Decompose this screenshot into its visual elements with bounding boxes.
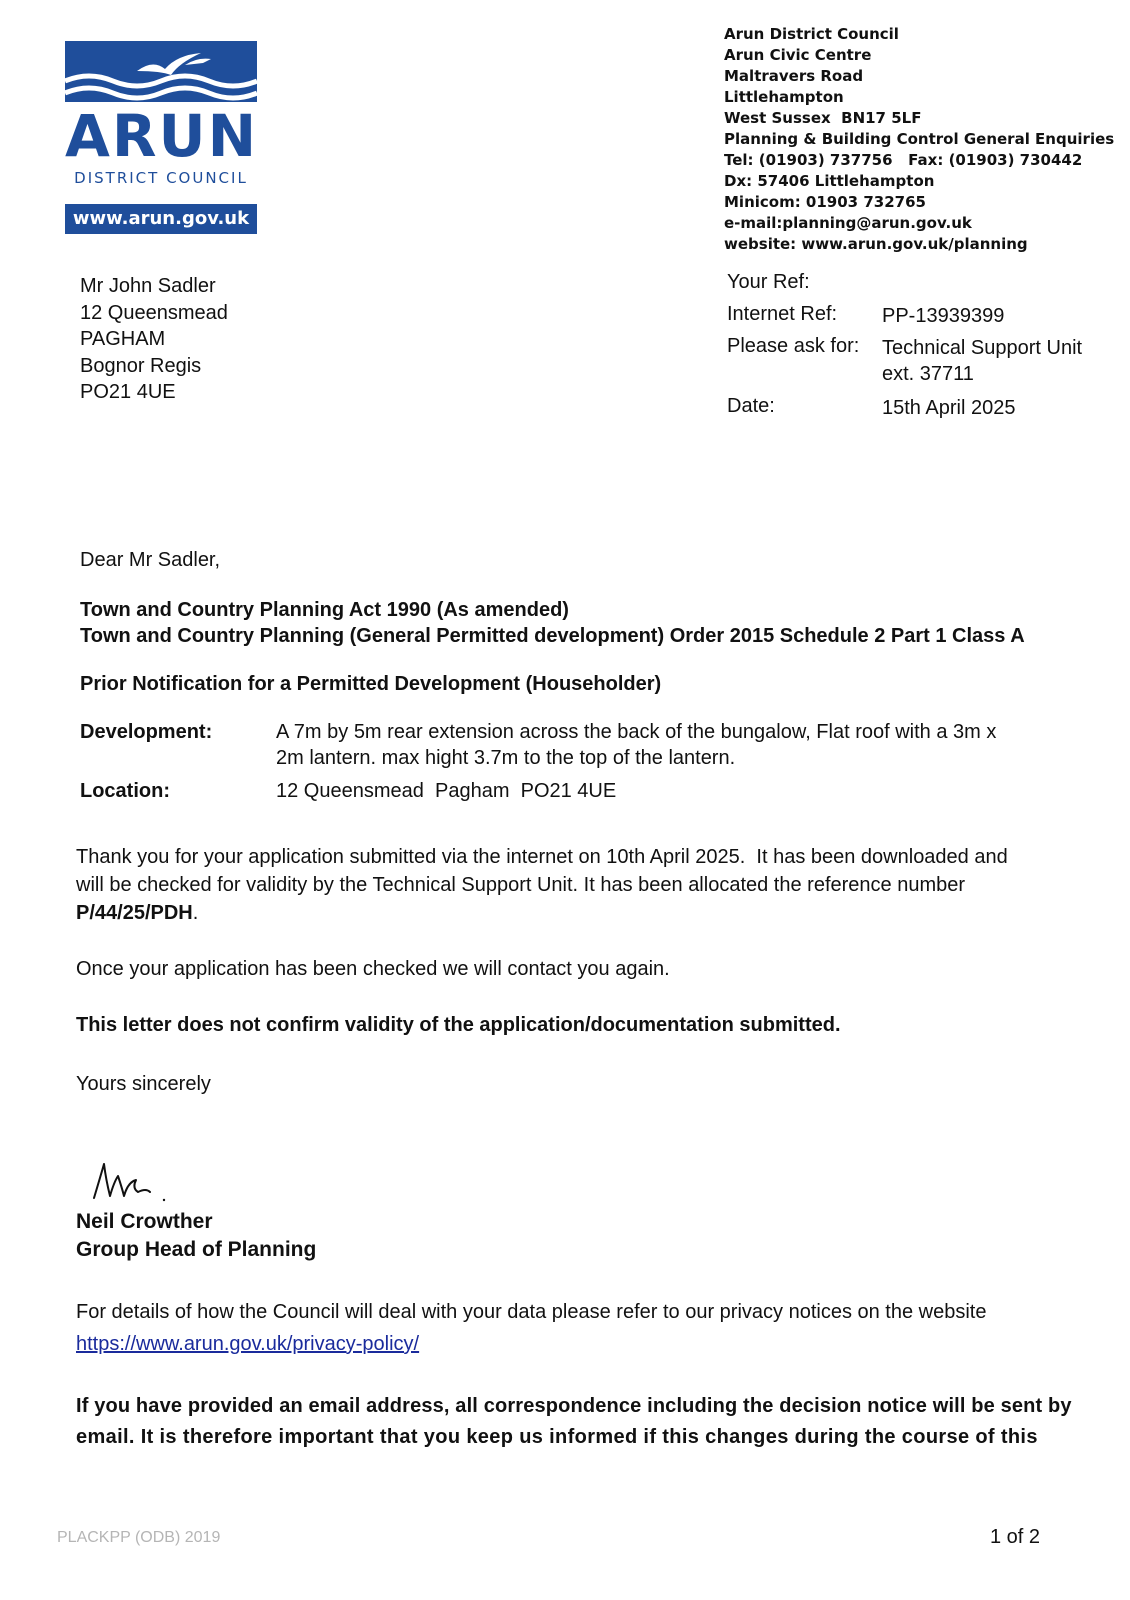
development-label: Development: [80, 721, 213, 743]
act-line-2: Town and Country Planning (General Permitted development) Order 2015 Schedule 2 Part 1 Class A [80, 625, 1025, 647]
location-value: 12 Queensmead Pagham PO21 4UE [276, 780, 617, 802]
your-ref-label: Your Ref: [727, 271, 810, 293]
signatory-name: Neil Crowther [76, 1210, 213, 1233]
footer-code: PLACKPP (ODB) 2019 [57, 1529, 221, 1546]
para-1-line-2: will be checked for validity by the Technical Support Unit. It has been allocated the reference number [76, 874, 966, 896]
logo-url: www.arun.gov.uk [65, 204, 257, 234]
privacy-policy-link[interactable]: https://www.arun.gov.uk/privacy-policy/ [76, 1333, 420, 1355]
salutation: Dear Mr Sadler, [80, 549, 221, 571]
arun-logo [65, 41, 257, 233]
location-label: Location: [80, 780, 170, 802]
ask-for-label: Please ask for: [727, 335, 860, 357]
logo-banner [65, 41, 257, 102]
council-address-line: Maltravers Road [724, 67, 864, 85]
date-label: Date: [727, 395, 775, 417]
closing: Yours sincerely [76, 1073, 211, 1095]
para-1-line-3 [76, 899, 198, 927]
recipient-line: PO21 4UE [80, 381, 176, 403]
development-line-1: A 7m by 5m rear extension across the back of the bungalow, Flat roof with a 3m x [276, 721, 997, 743]
council-address-line: website: www.arun.gov.uk/planning [724, 235, 1028, 253]
email-notice-line-2: email. It is therefore important that you keep us informed if this changes during the course of this [76, 1426, 1038, 1448]
date-value: 15th April 2025 [882, 397, 1016, 419]
signature [88, 1158, 178, 1208]
email-notice-line-1: If you have provided an email address, all correspondence including the decision notice will be sent by [76, 1395, 1072, 1417]
ask-for-value [882, 335, 1082, 387]
council-address-line: Planning & Building Control General Enquiries [724, 130, 1115, 148]
development-line-2: 2m lantern. max hight 3.7m to the top of the lantern. [276, 747, 736, 769]
council-address-line: e-mail:planning@arun.gov.uk [724, 214, 972, 232]
para-2: Once your application has been checked we will contact you again. [76, 958, 670, 980]
council-address-line: Arun Civic Centre [724, 46, 872, 64]
internet-ref-value: PP-13939399 [882, 305, 1005, 327]
ask-for-extension: ext. 37711 [882, 363, 974, 385]
privacy-link-line [76, 1330, 419, 1358]
recipient-line: 12 Queensmead [80, 301, 228, 324]
recipient-address [80, 273, 228, 406]
internet-ref-label: Internet Ref: [727, 303, 838, 325]
council-address [724, 24, 1124, 255]
council-address-line: Arun District Council [724, 25, 899, 43]
council-address-line: Tel: (01903) 737756 Fax: (01903) 730442 [724, 151, 1083, 169]
logo-wordmark: ARUN [65, 102, 259, 170]
recipient-line: Bognor Regis [80, 354, 202, 377]
signatory-title: Group Head of Planning [76, 1238, 317, 1261]
para-1-line-1: Thank you for your application submitted via the internet on 10th April 2025. It has been downloaded and [76, 846, 1008, 868]
council-address-line: Littlehampton [724, 88, 844, 106]
privacy-text: For details of how the Council will deal with your data please refer to our privacy notices on the website [76, 1301, 987, 1323]
application-reference: P/44/25/PDH [76, 902, 193, 924]
notice-title: Prior Notification for a Permitted Development (Householder) [80, 673, 662, 695]
recipient-line: Mr John Sadler [80, 275, 216, 297]
council-address-line: Dx: 57406 Littlehampton [724, 172, 935, 190]
recipient-line: PAGHAM [80, 328, 166, 350]
council-address-line: West Sussex BN17 5LF [724, 109, 922, 127]
page-number: 1 of 2 [990, 1526, 1041, 1548]
act-line-1: Town and Country Planning Act 1990 (As amended) [80, 599, 569, 621]
para-1-trail: . [192, 902, 199, 924]
council-address-line: Minicom: 01903 732765 [724, 193, 926, 211]
logo-subtitle: DISTRICT COUNCIL [74, 169, 248, 187]
seagull-waves-icon [65, 41, 257, 102]
validity-disclaimer: This letter does not confirm validity of the application/documentation submitted. [76, 1014, 841, 1036]
ask-for-unit: Technical Support Unit [882, 337, 1083, 359]
